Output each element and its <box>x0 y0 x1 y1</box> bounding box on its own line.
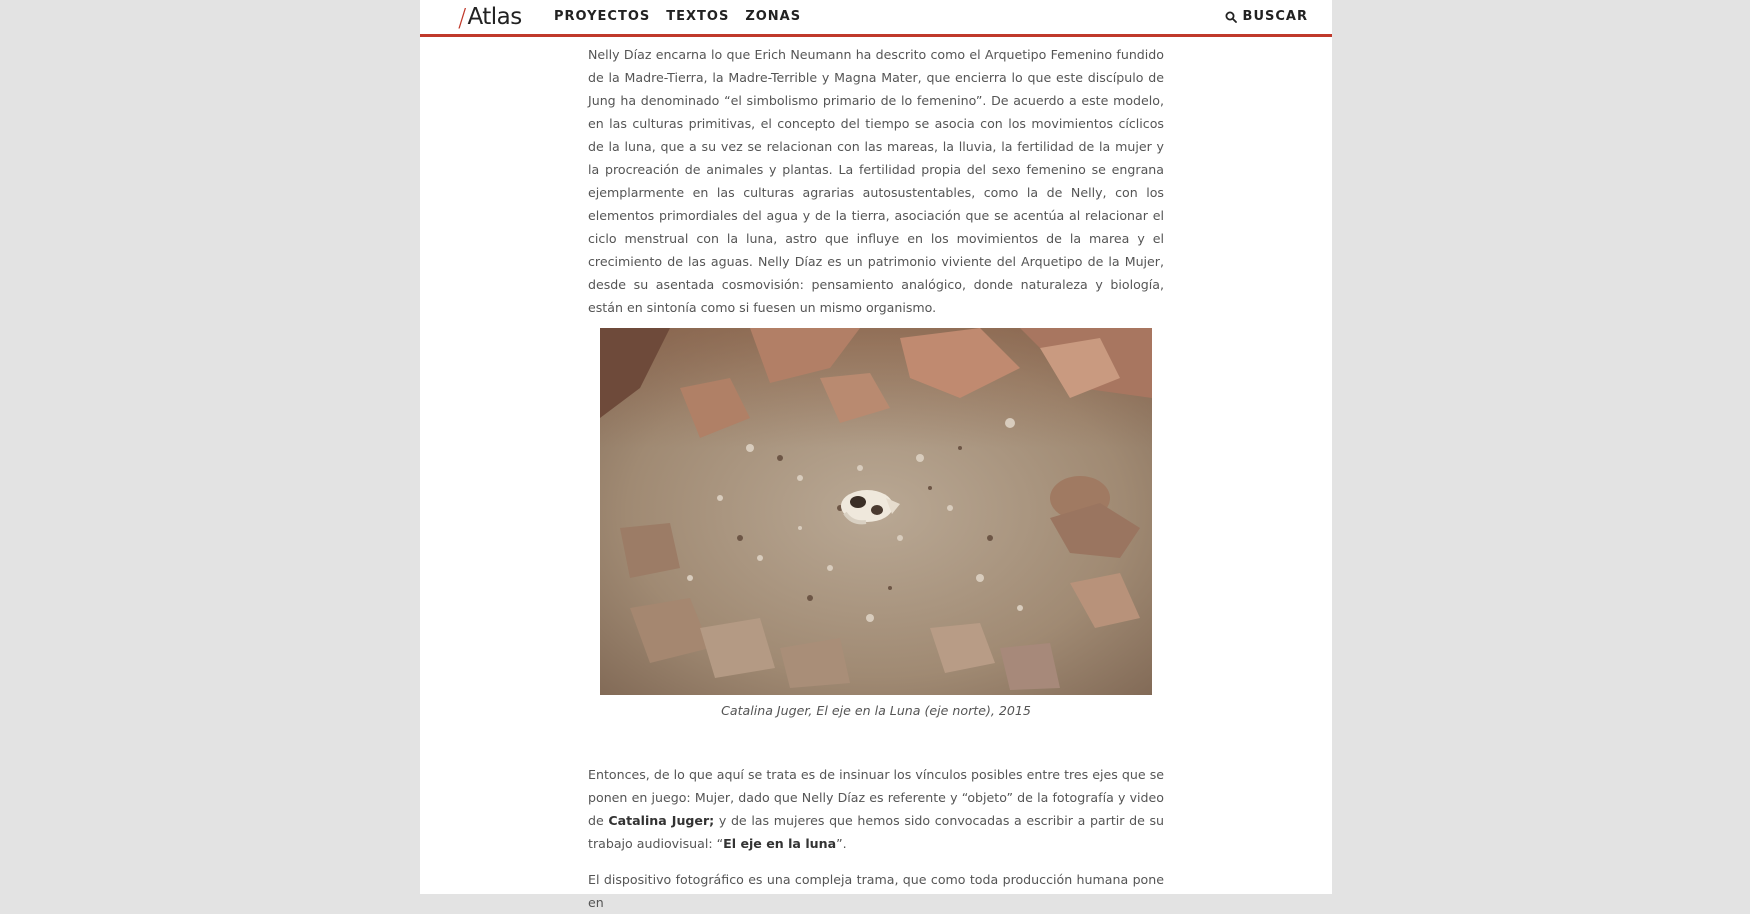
image-caption: Catalina Juger, El eje en la Luna (eje norte), 2015 <box>721 703 1031 718</box>
logo-slash: / <box>458 2 467 32</box>
article-paragraph-1: Nelly Díaz encarna lo que Erich Neumann ha descrito como el Arquetipo Femenino fundido de la Madre-Tierra, la Madre-Terrible y Magna Mater, que encierra lo que este discípulo de Jung ha denominado “el simbolismo primario de lo femenino”. De acuerdo a este modelo, en las culturas primitivas, el concepto del tiempo se asocia con los movimientos cíclicos de la luna, que a su vez se relacionan con las mareas, la lluvia, la fertilidad de la mujer y la procreación de animales y plantas. La fertilidad propia del sexo femenino se engrana ejemplarmente en las culturas agrarias autosustentables, como la de Nelly, con los elementos primordiales del agua y de la tierra, asociación que se acentúa al relacionar el ciclo menstrual con la luna, astro que influye en los movimientos de la marea y el crecimiento de las aguas. Nelly Díaz es un patrimonio viviente del Arquetipo de la Mujer, desde su asentada cosmovisión: pensamiento analógico, donde naturaleza y biología, están en sintonía como si fuesen un mismo organismo. <box>588 47 1164 315</box>
search-icon <box>1225 11 1237 23</box>
article-paragraph-3: El dispositivo fotográfico es una compleja trama, que como toda producción humana pone en <box>588 872 1164 910</box>
paragraph-2-text-c: ”. <box>836 836 847 851</box>
work-title: El eje en la luna <box>723 836 837 851</box>
search-button[interactable] <box>1225 9 1308 24</box>
paragraph-2-text-b: y de las mujeres que hemos sido convocadas a escribir a partir de su trabajo audiovisual: “ <box>588 813 1164 851</box>
site-logo[interactable] <box>458 4 522 30</box>
artist-name: Catalina Juger; <box>608 813 715 828</box>
nav-item-zonas[interactable]: ZONAS <box>745 9 802 24</box>
article-photo <box>600 328 1152 695</box>
article-paragraph-2 <box>588 763 1164 855</box>
nav-item-textos[interactable]: TEXTOS <box>666 9 730 24</box>
logo-text: Atlas <box>467 4 522 30</box>
search-label: BUSCAR <box>1242 9 1308 24</box>
top-navigation-bar <box>420 0 1332 37</box>
nav-item-proyectos[interactable]: PROYECTOS <box>554 9 651 24</box>
main-nav <box>554 9 801 24</box>
page-column <box>420 0 1332 910</box>
paragraph-2-text-a: Entonces, de lo que aquí se trata es de insinuar los vínculos posibles entre tres ejes que se ponen en juego: Mujer, dado que Nelly Díaz es referente y “objeto” de la fotografía y video de <box>588 767 1164 828</box>
